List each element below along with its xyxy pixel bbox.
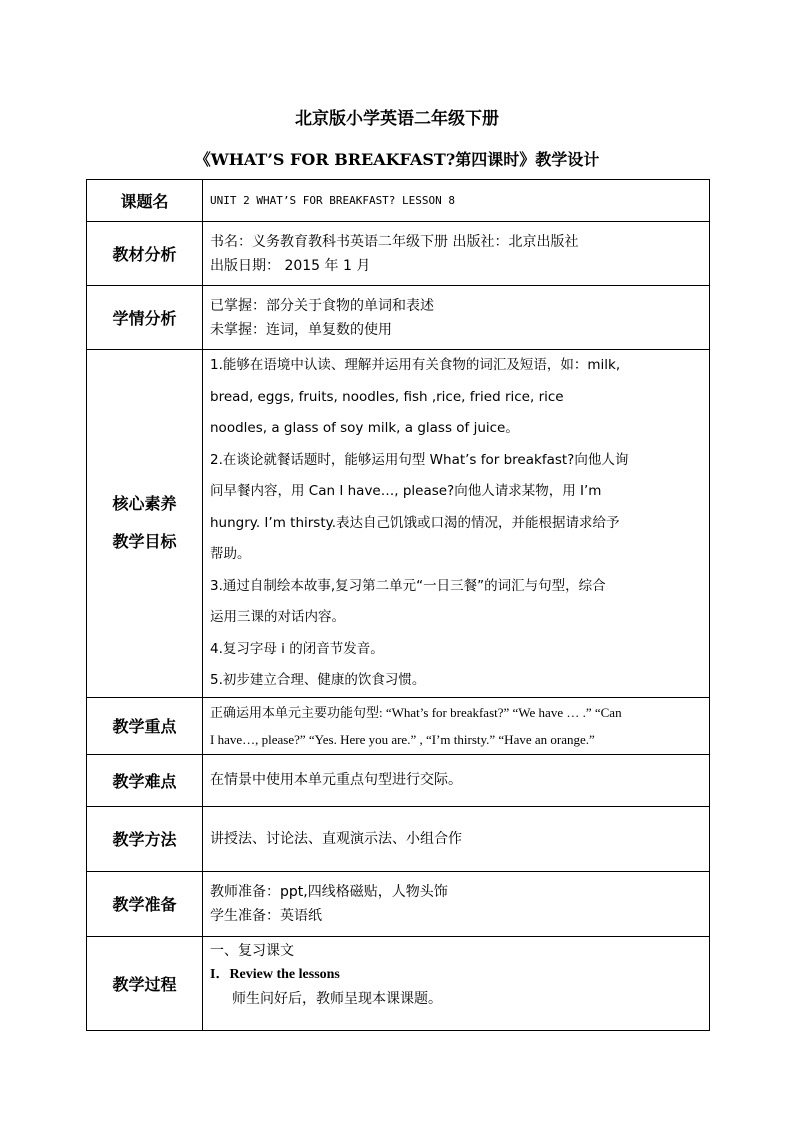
document-title: 北京版小学英语二年级下册 [295,109,499,129]
content-material [203,222,710,286]
goal-line: 问早餐内容，用 Can I have…, please?向他人请求某物，用 I’m [210,483,602,499]
goal-line: bread, eggs, fruits, noodles, fish ,rice, fried rice, rice [210,388,564,405]
content-learners [203,286,710,350]
goal-line: 运用三课的对话内容。 [210,609,345,625]
learners-line-2: 未掌握：连词，单复数的使用 [210,321,392,338]
goal-line: noodles, a glass of soy milk, a glass of juice。 [210,420,519,436]
goal-line: 3.通过自制绘本故事,复习第二单元“一日三餐”的词汇与句型，综合 [210,577,606,594]
label-preparation: 教学准备 [87,871,203,936]
key-points-line-2: I have…, please?” “Yes. Here you are.” , “I’m thirsty.” “Have an orange.” [210,731,595,747]
row-learners [87,286,710,350]
label-material: 教材分析 [87,222,203,286]
row-difficulties [87,754,710,806]
row-material [87,222,710,286]
material-line-2: 出版日期： 2015 年 1 月 [210,257,371,274]
learners-line-1: 已掌握：部分关于食物的单词和表述 [210,297,434,314]
goal-line: 帮助。 [210,546,251,562]
label-difficulties: 教学难点 [87,754,203,806]
row-goals [87,350,710,698]
process-line-1: 一、复习课文 [210,942,294,959]
label-process: 教学过程 [87,936,203,1030]
content-difficulties: 在情景中使用本单元重点句型进行交际。 [203,754,710,806]
goal-line: hungry. I’m thirsty.表达自己饥饿或口渴的情况，并能根据请求给予 [210,514,620,531]
key-points-line-1: 正确运用本单元主要功能句型: “What’s for breakfast?” “We have … .” “Can [210,704,622,720]
label-goals [87,350,203,698]
label-goals-2: 教学目标 [112,532,177,552]
label-topic: 课题名 [87,180,203,222]
content-methods: 讲授法、讨论法、直观演示法、小组合作 [203,806,710,871]
goal-line: 2.在谈论就餐话题时，能够运用句型 What’s for breakfast?向他人询 [210,451,629,468]
label-goals-1: 核心素养 [112,494,177,514]
goal-line: 1.能够在语境中认读、理解并运用有关食物的词汇及短语，如：milk, [210,357,621,373]
content-process [203,936,710,1030]
content-topic [203,180,710,222]
label-methods: 教学方法 [87,806,203,871]
process-line-3: 师生问好后，教师呈现本课课题。 [232,990,442,1007]
process-line-2: I．Review the lessons [210,966,340,982]
lesson-plan-table [86,179,710,1031]
content-goals [203,350,710,698]
row-preparation [87,871,710,936]
row-topic [87,180,710,222]
material-line-1: 书名：义务教育教科书英语二年级下册 出版社：北京出版社 [210,233,579,250]
preparation-line-1: 教师准备：ppt,四线格磁贴，人物头饰 [210,883,448,900]
row-process [87,936,710,1030]
goal-line: 5.初步建立合理、健康的饮食习惯。 [210,672,426,688]
preparation-line-2: 学生准备：英语纸 [210,907,322,924]
topic-text: UNIT 2 WHAT’S FOR BREAKFAST? LESSON 8 [210,194,456,207]
goal-line: 4.复习字母 i 的闭音节发音。 [210,640,384,657]
content-preparation [203,871,710,936]
row-methods [87,806,710,871]
document-subtitle: 《WHAT’S FOR BREAKFAST?第四课时》教学设计 [194,150,600,169]
row-key-points [87,697,710,754]
content-key-points [203,697,710,754]
label-learners: 学情分析 [87,286,203,350]
label-key-points: 教学重点 [87,697,203,754]
